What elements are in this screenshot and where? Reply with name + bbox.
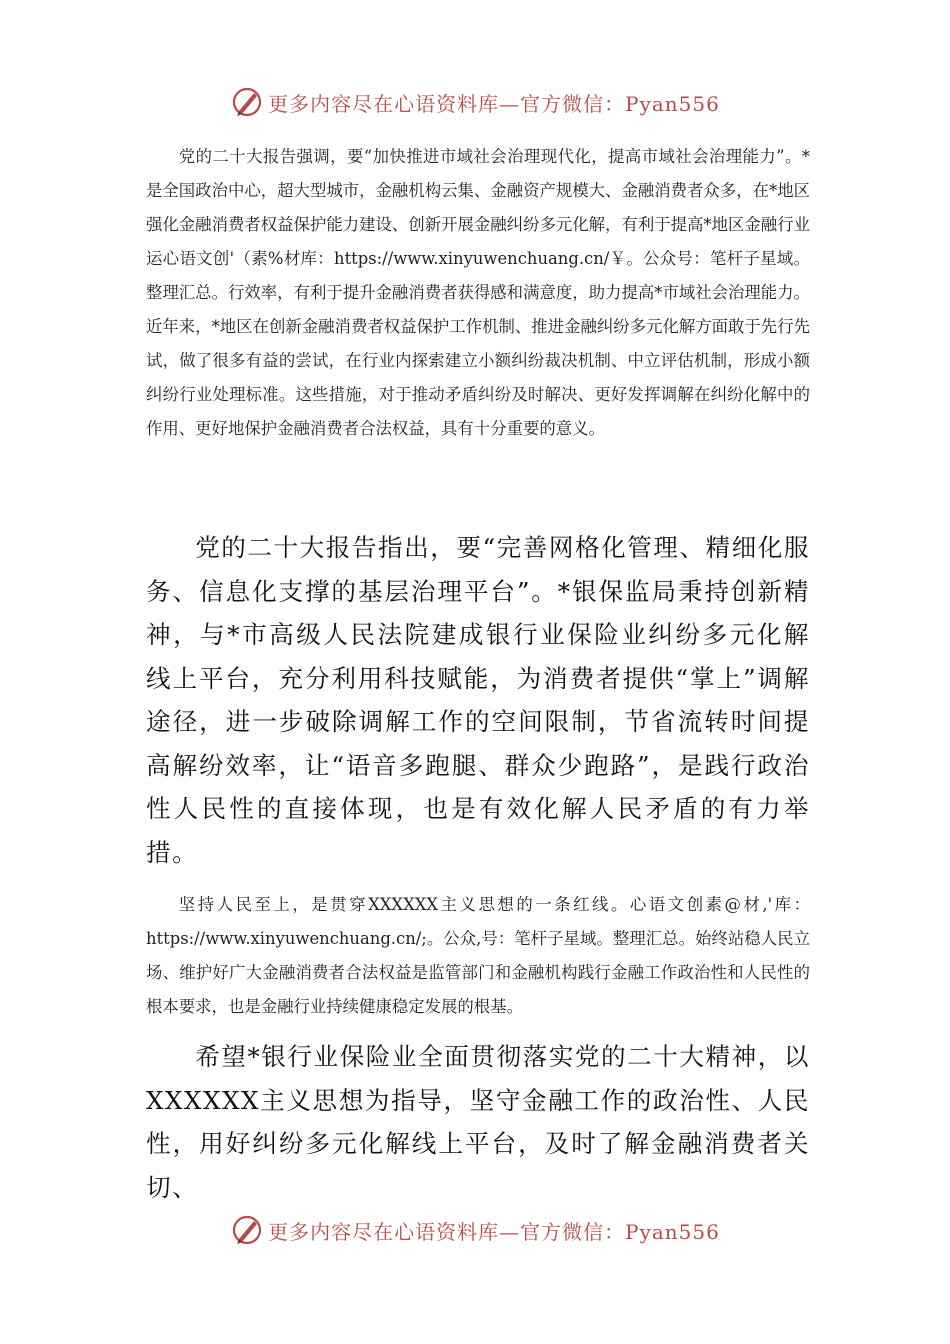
paragraph-1: 党的二十大报告强调，要“加快推进市域社会治理现代化，提高市域社会治理能力”。*是全国政治中心，超大型城市，金融机构云集、金融资产规模大、金融消费者众多，在*地区强化金融消费者权益保护能力建设、创新开展金融纠纷多元化解，有利于提高*地区金融行业运心语文创'（素%材库：https://www.xinyuwenchuang.cn/￥。公众号：笔杆子星域。整理汇总。行效率，有利于提升金融消费者获得感和满意度，助力提高*市域社会治理能力。近年来，*地区在创新金融消费者权益保护工作机制、推进金融纠纷多元化解方面敢于先行先试，做了很多有益的尝试，在行业内探索建立小额纠纷裁决机制、中立评估机制，形成小额纠纷行业处理标准。这些措施，对于推动矛盾纠纷及时解决、更好发挥调解在纠纷化解中的作用、更好地保护金融消费者合法权益，具有十分重要的意义。 — [146, 147, 810, 438]
paragraph-4: 希望*银行业保险业全面贯彻落实党的二十大精神，以XXXXXX主义思想为指导，坚守金融工作的政治性、人民性，用好纠纷多元化解线上平台，及时了解金融消费者关切、 — [146, 1042, 810, 1202]
footer-banner — [0, 1210, 950, 1250]
banner-text: 更多内容尽在心语资料库—官方微信：Pyan556 — [268, 91, 720, 116]
header-banner — [0, 82, 950, 122]
paragraph-2: 党的二十大报告指出，要“完善网格化管理、精细化服务、信息化支撑的基层治理平台”。*银保监局秉持创新精神，与*市高级人民法院建成银行业保险业纠纷多元化解线上平台，充分利用科技赋能，为消费者提供“掌上”调解途径，进一步破除调解工作的空间限制，节省流转时间提高解纷效率，让“语音多跑腿、群众少跑路”，是践行政治性人民性的直接体现，也是有效化解人民矛盾的有力举措。 — [146, 533, 810, 867]
pen-logo-icon — [230, 85, 264, 119]
banner-text: 更多内容尽在心语资料库—官方微信：Pyan556 — [268, 1219, 720, 1244]
paragraph-3: 坚持人民至上，是贯穿XXXXXX主义思想的一条红线。心语文创素@材,'库：https://www.xinyuwenchuang.cn/;。公众,号：笔杆子星域。整理汇总。始终站稳人民立场、维护好广大金融消费者合法权益是监管部门和金融机构践行金融工作政治性和人民性的根本要求，也是金融行业持续健康稳定发展的根基。 — [146, 895, 810, 1016]
pen-logo-icon — [230, 1213, 264, 1247]
